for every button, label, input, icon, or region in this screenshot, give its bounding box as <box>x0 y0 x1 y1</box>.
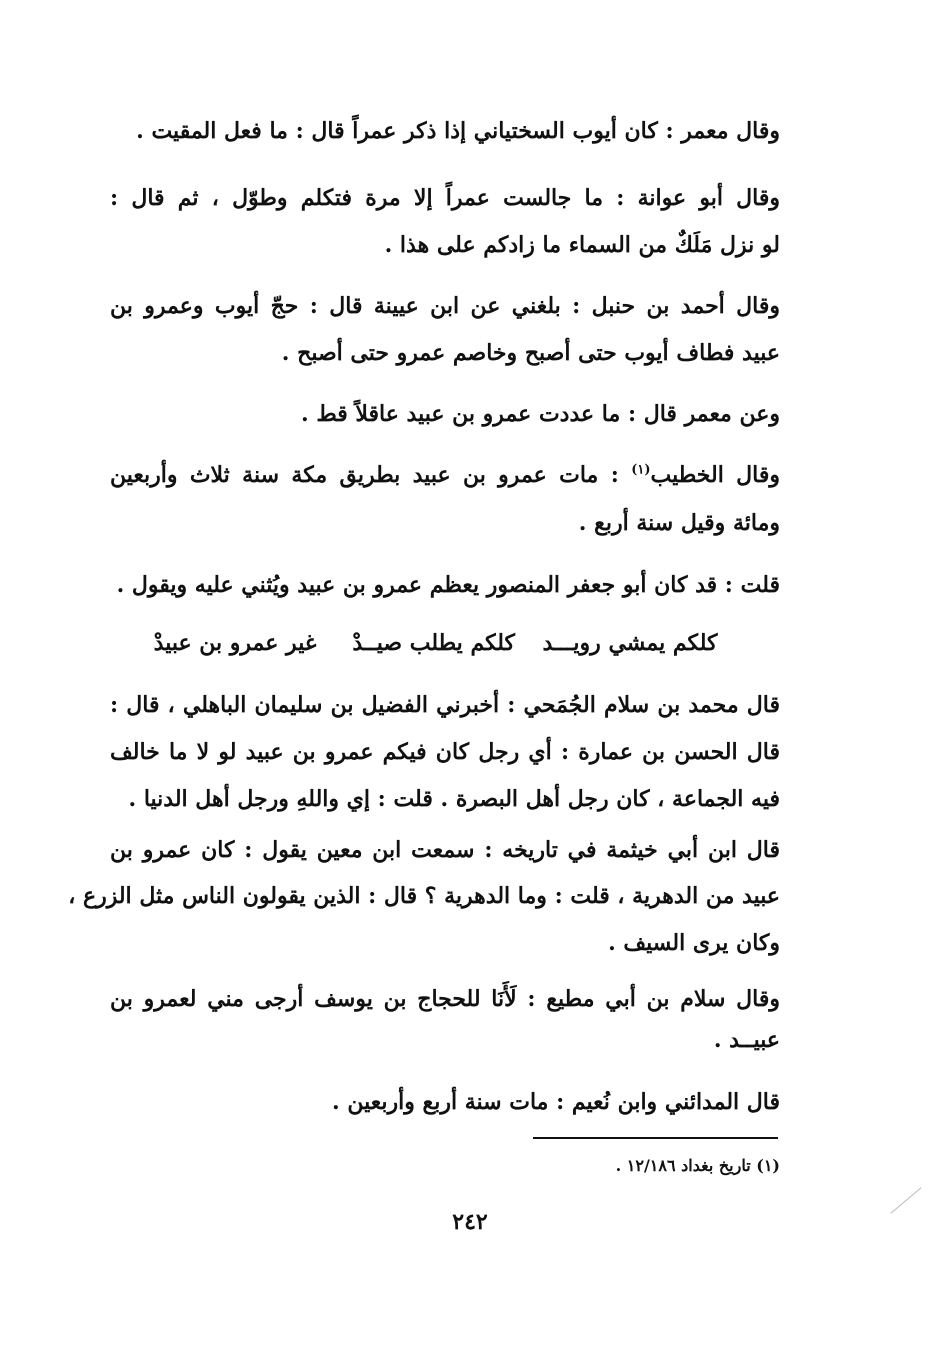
text-line: قال المدائني وابن نُعيم : مات سنة أربع وأربعين . <box>332 1089 780 1115</box>
text-line: قال محمد بن سلام الجُمَحي : أخبرني الفضيل بن سليمان الباهلي ، قال : <box>110 692 780 718</box>
text-line: وقال سلام بن أبي مطيع : لَأَنَا للحجاج بن يوسف أرجى مني لعمرو بن <box>110 986 780 1012</box>
footnote-marker: (١) <box>631 462 651 478</box>
text-line: ومائة وقيل سنة أربع . <box>578 510 780 536</box>
text-line: عبيد من الدهرية ، قلت : وما الدهرية ؟ قال : الذين يقولون الناس مثل الزرع ، <box>68 883 780 909</box>
text-line: لو نزل مَلَكٌ من السماء ما زادكم على هذا . <box>384 232 780 258</box>
text-segment: : مات عمرو بن عبيد بطريق مكة سنة ثلاث وأربعين <box>110 462 632 488</box>
text-line: قال الحسن بن عمارة : أي رجل كان فيكم عمرو بن عبيد لو لا ما خالف <box>110 739 780 765</box>
footnote: (١) تاريخ بغداد ١٢/١٨٦ . <box>615 1156 780 1175</box>
page-number: ٢٤٢ <box>452 1209 488 1235</box>
footnote-separator <box>533 1137 778 1139</box>
text-line: وقال أحمد بن حنبل : بلغني عن ابن عيينة قال : حجّ أيوب وعمرو بن <box>110 293 780 319</box>
text-line: قلت : قد كان أبو جعفر المنصور يعظم عمرو بن عبيد ويُثني عليه ويقول . <box>116 572 780 598</box>
text-segment: وقال الخطيب <box>650 462 780 488</box>
verse-hemistich: كلكم يمشي رويـــد <box>542 630 718 656</box>
verse-hemistich: كلكم يطلب صيــدْ <box>352 630 515 656</box>
text-line: وقال معمر : كان أيوب السختياني إذا ذكر عمراً قال : ما فعل المقيت . <box>136 118 780 144</box>
text-line: فيه الجماعة ، كان رجل أهل البصرة . قلت : إي واللهِ ورجل أهل الدنيا . <box>128 786 780 812</box>
text-line: عبيد فطاف أيوب حتى أصبح وخاصم عمرو حتى أصبح . <box>281 340 780 366</box>
text-line: وعن معمر قال : ما عددت عمرو بن عبيد عاقلاً قط . <box>301 401 780 427</box>
text-line: قال ابن أبي خيثمة في تاريخه : سمعت ابن معين يقول : كان عمرو بن <box>110 837 780 863</box>
verse-hemistich: غير عمرو بن عبيدْ <box>153 630 317 656</box>
text-line: وكان يرى السيف . <box>608 930 780 956</box>
text-line <box>110 460 780 490</box>
text-line: وقال أبو عوانة : ما جالست عمراً إلا مرة فتكلم وطوّل ، ثم قال : <box>110 185 780 211</box>
text-line: عبيــد . <box>713 1027 780 1053</box>
